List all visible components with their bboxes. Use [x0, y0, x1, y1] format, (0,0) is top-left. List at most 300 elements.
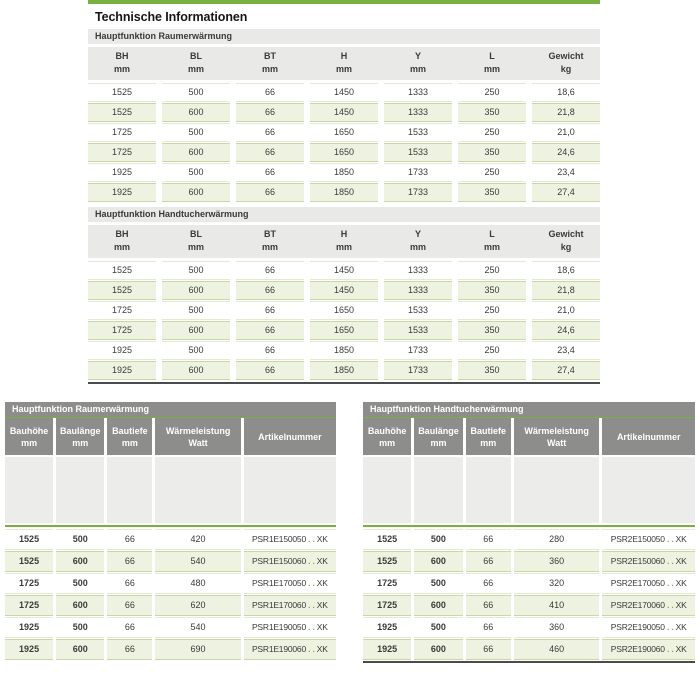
table-cell: 500 [162, 163, 230, 182]
article-suffix: XK [316, 600, 328, 610]
table-row [5, 551, 336, 572]
table-cell: 1725 [5, 573, 53, 594]
table-row [88, 341, 600, 360]
table-cell: 66 [466, 595, 511, 616]
table-cell: 1650 [310, 123, 378, 142]
table-cell: 350 [458, 103, 526, 122]
table-cell: 350 [458, 321, 526, 340]
table-cell: 66 [236, 163, 304, 182]
column-header [5, 418, 53, 455]
column-unit: mm [483, 64, 500, 74]
table-cell: 66 [236, 281, 304, 300]
column-unit: mm [335, 64, 352, 74]
column-label: Artikelnummer [616, 431, 681, 442]
article-suffix: XK [316, 622, 328, 632]
column-header [162, 228, 230, 254]
bottom-table-body [363, 529, 695, 663]
table-cell: 500 [162, 261, 230, 280]
column-unit: mm [379, 437, 396, 448]
table-row [88, 321, 600, 340]
column-unit: mm [72, 437, 89, 448]
spacer-cell [363, 457, 411, 523]
table-cell: 1725 [88, 123, 156, 142]
column-label: H [340, 51, 348, 61]
table-cell: 600 [162, 143, 230, 162]
table-cell: 500 [414, 573, 462, 594]
article-suffix: XK [675, 578, 687, 588]
column-header [236, 228, 304, 254]
article-code: PSR2E190060 [610, 644, 665, 654]
table-cell: 600 [162, 321, 230, 340]
table-cell: 66 [236, 83, 304, 102]
table-cell: 66 [107, 617, 152, 638]
article-cell [244, 529, 336, 550]
bottom-table-raumerwaermung [5, 402, 336, 661]
column-label: H [340, 229, 348, 239]
green-divider [5, 525, 336, 527]
column-header [458, 50, 526, 76]
table-row [88, 163, 600, 182]
article-suffix: XK [316, 644, 328, 654]
column-unit: mm [187, 64, 204, 74]
article-dots: . . [664, 600, 676, 610]
article-suffix: XK [316, 556, 328, 566]
table-row [5, 639, 336, 660]
table-cell: 66 [236, 123, 304, 142]
table-cell: 600 [162, 361, 230, 380]
table-cell: 350 [458, 361, 526, 380]
bottom-table-title: Hauptfunktion Handtucherwärmung [363, 402, 695, 418]
article-cell [602, 617, 695, 638]
table-cell: 500 [162, 301, 230, 320]
table-cell: 460 [514, 639, 600, 660]
table-cell: 66 [236, 103, 304, 122]
table-row [88, 83, 600, 102]
bottom-header-row [363, 418, 695, 455]
table-row [363, 639, 695, 660]
article-dots: . . [664, 622, 676, 632]
table-cell: 24,6 [532, 321, 600, 340]
table-cell: 250 [458, 301, 526, 320]
spacer-cell [56, 457, 104, 523]
table-cell: 500 [56, 529, 104, 550]
table-cell: 1925 [5, 639, 53, 660]
table-cell: 600 [56, 595, 104, 616]
column-header [236, 50, 304, 76]
article-dots: . . [664, 534, 676, 544]
article-dots: . . [664, 556, 676, 566]
table-cell: 1850 [310, 361, 378, 380]
article-code: PSR2E170050 [610, 578, 665, 588]
table-cell: 66 [107, 595, 152, 616]
article-code: PSR2E170060 [610, 600, 665, 610]
table-cell: 600 [162, 281, 230, 300]
table-cell: 600 [56, 639, 104, 660]
column-label: Gewicht [548, 51, 584, 61]
column-label: L [489, 51, 495, 61]
table-row [5, 617, 336, 638]
table-cell: 1850 [310, 341, 378, 360]
article-cell [602, 529, 695, 550]
article-code: PSR1E190060 [251, 644, 306, 654]
table-row [88, 281, 600, 300]
column-header-row [88, 225, 600, 258]
table-cell: 500 [56, 617, 104, 638]
table-cell: 66 [107, 573, 152, 594]
table-cell: 600 [414, 595, 462, 616]
article-code: PSR1E170050 [251, 578, 306, 588]
table-cell: 66 [466, 573, 511, 594]
table-cell: 1850 [310, 183, 378, 202]
table-cell: 540 [155, 617, 240, 638]
table-row [5, 595, 336, 616]
table-cell: 1533 [384, 321, 452, 340]
spacer-cell [602, 457, 695, 523]
table-cell: 1333 [384, 261, 452, 280]
table-cell: 21,0 [532, 123, 600, 142]
spacer-cell [5, 457, 53, 523]
column-header [384, 50, 452, 76]
table-cell: 500 [162, 341, 230, 360]
table-row [88, 143, 600, 162]
table-cell: 21,8 [532, 103, 600, 122]
table-cell: 600 [162, 103, 230, 122]
table-cell: 320 [514, 573, 600, 594]
table-cell: 1925 [88, 183, 156, 202]
table-cell: 66 [236, 183, 304, 202]
column-unit: mm [261, 242, 278, 252]
table-row [88, 361, 600, 380]
column-label: Bautiefe [470, 425, 506, 436]
table-cell: 620 [155, 595, 240, 616]
spacer-cell [514, 457, 600, 523]
table-cell: 66 [107, 639, 152, 660]
table-cell: 1725 [88, 143, 156, 162]
bottom-table-body [5, 529, 336, 660]
article-suffix: XK [675, 556, 687, 566]
table-cell: 280 [514, 529, 600, 550]
table-cell: 1725 [363, 573, 411, 594]
table-cell: 1525 [88, 83, 156, 102]
column-label: Bauhöhe [9, 425, 49, 436]
table-cell: 1525 [88, 281, 156, 300]
table-cell: 18,6 [532, 83, 600, 102]
column-label: Wärmeleistung [165, 425, 231, 436]
column-label: L [489, 229, 495, 239]
table-cell: 24,6 [532, 143, 600, 162]
table-cell: 1850 [310, 163, 378, 182]
bottom-table-handtucherwaermung [363, 402, 695, 663]
column-header [310, 228, 378, 254]
table-row [363, 529, 695, 550]
table-cell: 1925 [5, 617, 53, 638]
spacer-cell [466, 457, 511, 523]
table-row [363, 595, 695, 616]
column-unit: mm [261, 64, 278, 74]
table-cell: 600 [414, 551, 462, 572]
table-cell: 1525 [363, 551, 411, 572]
article-dots: . . [664, 578, 676, 588]
column-label: Bautiefe [112, 425, 148, 436]
column-header [466, 418, 511, 455]
table-cell: 1525 [88, 103, 156, 122]
article-suffix: XK [316, 534, 328, 544]
table-cell: 1333 [384, 103, 452, 122]
spacer-cell [155, 457, 240, 523]
table-cell: 500 [162, 123, 230, 142]
top-tables [88, 29, 600, 380]
table-cell: 66 [236, 143, 304, 162]
table-cell: 360 [514, 617, 600, 638]
column-header [88, 228, 156, 254]
table-cell: 1733 [384, 361, 452, 380]
table-cell: 27,4 [532, 361, 600, 380]
table-cell: 1733 [384, 341, 452, 360]
table-row [88, 261, 600, 280]
article-cell [602, 639, 695, 660]
article-cell [244, 551, 336, 572]
accent-bar [88, 0, 600, 4]
table-cell: 540 [155, 551, 240, 572]
table-row [363, 573, 695, 594]
table-row [363, 551, 695, 572]
column-label: BL [190, 51, 202, 61]
table-cell: 1725 [363, 595, 411, 616]
table-cell: 480 [155, 573, 240, 594]
column-unit: mm [409, 242, 426, 252]
table-cell: 21,8 [532, 281, 600, 300]
column-header [532, 228, 600, 254]
article-suffix: XK [675, 534, 687, 544]
article-cell [244, 595, 336, 616]
table-cell: 360 [514, 551, 600, 572]
table-cell: 1650 [310, 143, 378, 162]
table-cell: 1525 [5, 551, 53, 572]
table-row [88, 103, 600, 122]
table-cell: 1650 [310, 301, 378, 320]
table-cell: 1925 [363, 617, 411, 638]
article-code: PSR2E190050 [610, 622, 665, 632]
table-cell: 1450 [310, 83, 378, 102]
column-label: BL [190, 229, 202, 239]
table-cell: 1725 [88, 301, 156, 320]
table-cell: 66 [466, 529, 511, 550]
column-header [458, 228, 526, 254]
table-cell: 66 [236, 341, 304, 360]
column-header [56, 418, 104, 455]
article-suffix: XK [675, 644, 687, 654]
bottom-spacer-row [5, 457, 336, 523]
column-unit: mm [480, 437, 497, 448]
column-label: Artikelnummer [258, 431, 322, 442]
article-cell [244, 573, 336, 594]
table-cell: 21,0 [532, 301, 600, 320]
column-label: BH [115, 51, 129, 61]
column-header [107, 418, 152, 455]
table-row [88, 301, 600, 320]
table-cell: 250 [458, 123, 526, 142]
spacer-cell [244, 457, 336, 523]
column-unit: Watt [547, 437, 567, 448]
table-cell: 23,4 [532, 163, 600, 182]
table-cell: 350 [458, 143, 526, 162]
article-cell [602, 573, 695, 594]
article-code: PSR1E150060 [251, 556, 306, 566]
table-cell: 1533 [384, 123, 452, 142]
column-header [532, 50, 600, 76]
column-unit: kg [560, 64, 572, 74]
table-cell: 1450 [310, 261, 378, 280]
table-cell: 600 [414, 639, 462, 660]
article-dots: . . [305, 600, 317, 610]
table-cell: 66 [107, 529, 152, 550]
column-unit: mm [113, 242, 130, 252]
table-cell: 500 [414, 617, 462, 638]
table-cell: 27,4 [532, 183, 600, 202]
table-cell: 66 [236, 321, 304, 340]
table-cell: 1925 [88, 361, 156, 380]
column-label: Wärmeleistung [524, 425, 589, 436]
page-title: Technische Informationen [95, 10, 248, 24]
table-cell: 1925 [88, 163, 156, 182]
article-dots: . . [305, 534, 317, 544]
article-code: PSR1E170060 [251, 600, 306, 610]
column-header [514, 418, 600, 455]
column-label: Baulänge [418, 425, 459, 436]
table-cell: 1733 [384, 183, 452, 202]
table-cell: 600 [56, 551, 104, 572]
column-label: BT [264, 51, 276, 61]
table-cell: 66 [466, 617, 511, 638]
column-unit: mm [409, 64, 426, 74]
table-cell: 66 [236, 361, 304, 380]
table-cell: 66 [466, 639, 511, 660]
table-cell: 1650 [310, 321, 378, 340]
table-cell: 420 [155, 529, 240, 550]
table-cell: 1725 [5, 595, 53, 616]
table-cell: 500 [414, 529, 462, 550]
article-dots: . . [305, 622, 317, 632]
article-dots: . . [305, 644, 317, 654]
article-dots: . . [305, 556, 317, 566]
table-cell: 250 [458, 163, 526, 182]
table-cell: 1525 [88, 261, 156, 280]
bottom-table-title: Hauptfunktion Raumerwärmung [5, 402, 336, 418]
article-cell [602, 551, 695, 572]
article-dots: . . [305, 578, 317, 588]
table-cell: 1533 [384, 301, 452, 320]
green-divider [363, 525, 695, 527]
bottom-divider [363, 661, 695, 663]
table-cell: 66 [236, 261, 304, 280]
column-label: BT [264, 229, 276, 239]
section-header: Hauptfunktion Handtucherwärmung [88, 207, 600, 222]
bottom-header-row [5, 418, 336, 455]
table-cell: 500 [162, 83, 230, 102]
table-cell: 66 [107, 551, 152, 572]
table-cell: 66 [236, 301, 304, 320]
column-label: Baulänge [59, 425, 101, 436]
section-header: Hauptfunktion Raumerwärmung [88, 29, 600, 44]
article-dots: . . [664, 644, 676, 654]
article-suffix: XK [675, 622, 687, 632]
column-header [414, 418, 462, 455]
column-unit: mm [121, 437, 138, 448]
table-cell: 1525 [5, 529, 53, 550]
column-header [88, 50, 156, 76]
table-cell: 350 [458, 281, 526, 300]
table-cell: 690 [155, 639, 240, 660]
column-unit: mm [335, 242, 352, 252]
column-unit: mm [187, 242, 204, 252]
column-label: Gewicht [548, 229, 584, 239]
column-header [363, 418, 411, 455]
table-cell: 600 [162, 183, 230, 202]
top-tables-divider [88, 382, 600, 384]
column-header [310, 50, 378, 76]
spacer-cell [107, 457, 152, 523]
table-cell: 1925 [88, 341, 156, 360]
table-row [5, 529, 336, 550]
column-label: Y [414, 229, 421, 239]
article-code: PSR2E150050 [610, 534, 665, 544]
column-header [162, 50, 230, 76]
table-cell: 1333 [384, 281, 452, 300]
table-row [88, 183, 600, 202]
table-cell: 66 [466, 551, 511, 572]
column-unit: mm [430, 437, 447, 448]
table-cell: 410 [514, 595, 600, 616]
column-unit: Watt [188, 437, 208, 448]
table-cell: 23,4 [532, 341, 600, 360]
table-cell: 500 [56, 573, 104, 594]
column-unit: mm [483, 242, 500, 252]
article-suffix: XK [316, 578, 328, 588]
article-cell [602, 595, 695, 616]
article-suffix: XK [675, 600, 687, 610]
table-cell: 250 [458, 261, 526, 280]
table-cell: 350 [458, 183, 526, 202]
technical-info-section [88, 0, 600, 384]
spacer-cell [414, 457, 462, 523]
table-cell: 250 [458, 83, 526, 102]
table-cell: 1533 [384, 143, 452, 162]
table-cell: 18,6 [532, 261, 600, 280]
table-cell: 1525 [363, 529, 411, 550]
article-cell [244, 639, 336, 660]
column-unit: mm [21, 437, 38, 448]
column-header [384, 228, 452, 254]
column-header [244, 418, 336, 455]
bottom-spacer-row [363, 457, 695, 523]
table-row [88, 123, 600, 142]
column-header-row [88, 47, 600, 80]
article-code: PSR1E190050 [251, 622, 306, 632]
table-cell: 250 [458, 341, 526, 360]
table-cell: 1733 [384, 163, 452, 182]
column-unit: mm [113, 64, 130, 74]
table-row [363, 617, 695, 638]
article-code: PSR2E150060 [610, 556, 665, 566]
article-code: PSR1E150050 [251, 534, 306, 544]
column-label: Y [414, 51, 421, 61]
column-header [155, 418, 240, 455]
column-label: BH [115, 229, 129, 239]
column-header [602, 418, 695, 455]
table-cell: 1450 [310, 281, 378, 300]
table-cell: 1333 [384, 83, 452, 102]
article-cell [244, 617, 336, 638]
